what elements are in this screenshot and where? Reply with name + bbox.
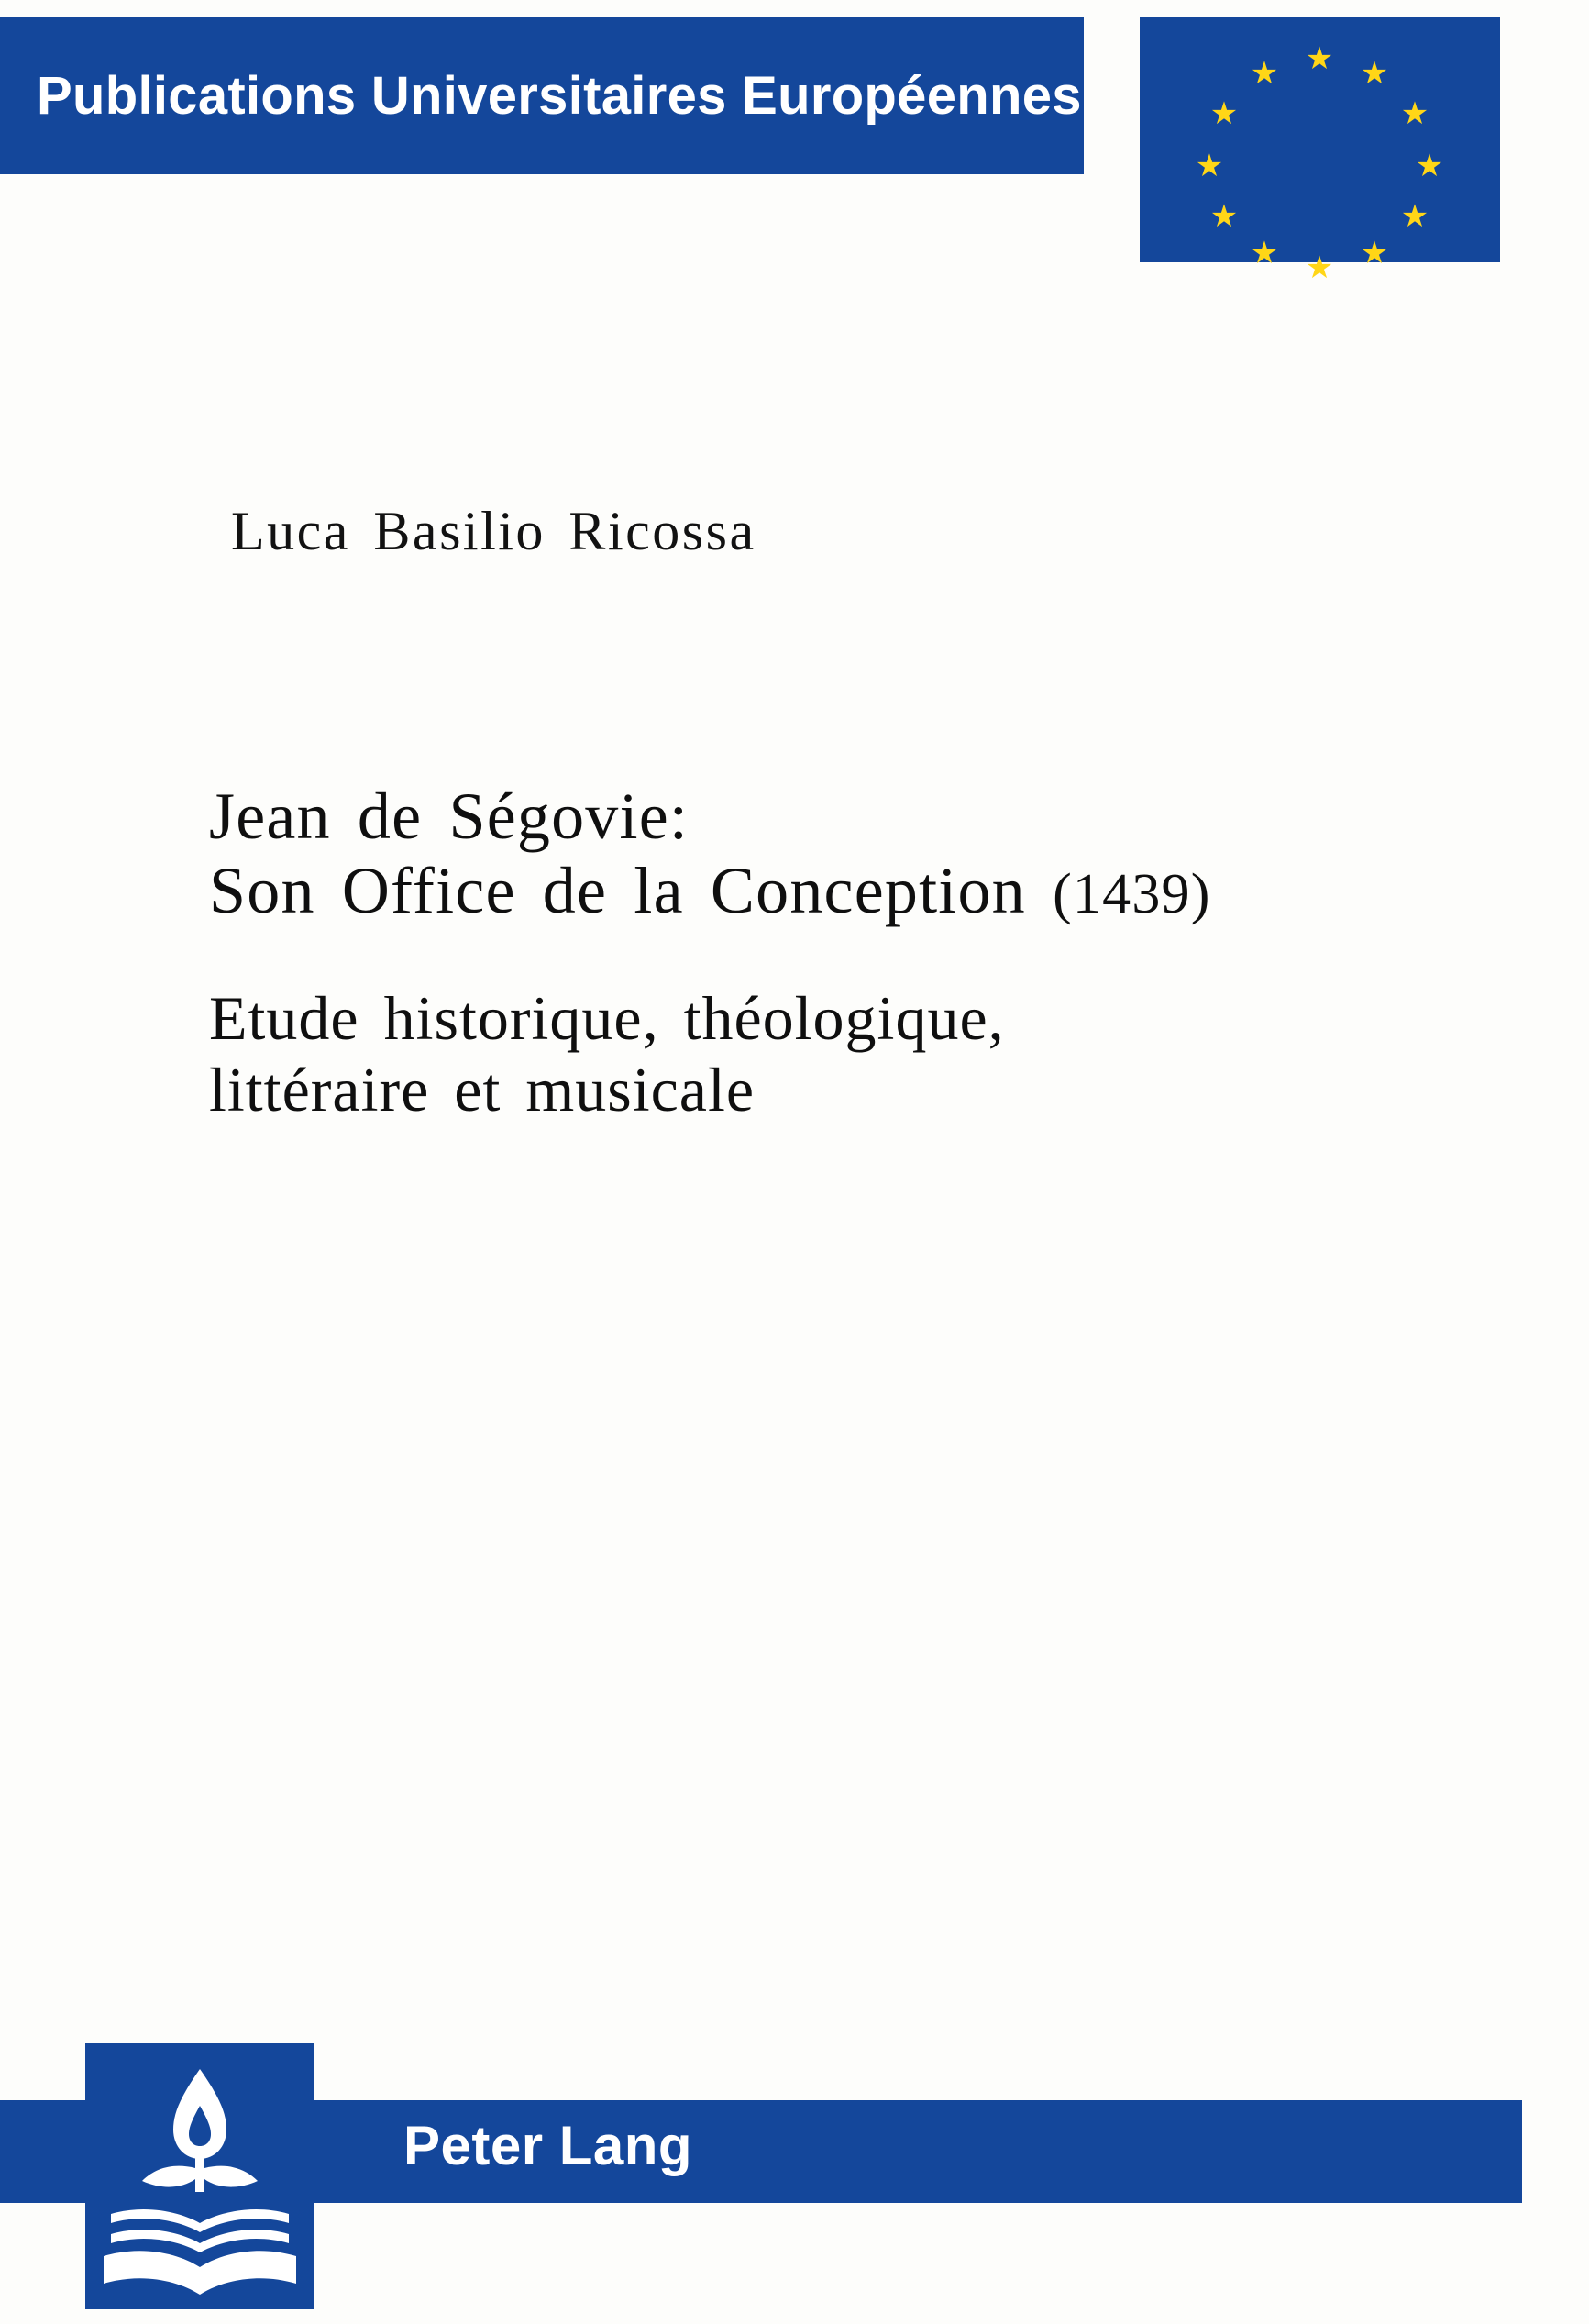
star-icon: ★ <box>1209 199 1239 234</box>
star-icon: ★ <box>1360 56 1389 91</box>
title-line-1: Jean de Ségovie: <box>209 780 690 853</box>
star-icon: ★ <box>1400 96 1429 131</box>
subtitle-line-2: littéraire et musicale <box>209 1055 756 1125</box>
star-icon: ★ <box>1415 149 1444 183</box>
series-title: Publications Universitaires Européennes <box>37 65 1082 126</box>
author-name: Luca Basilio Ricossa <box>231 501 756 561</box>
star-icon: ★ <box>1305 250 1334 285</box>
book-title <box>209 780 1401 927</box>
star-icon: ★ <box>1400 199 1429 234</box>
title-block <box>209 780 1401 1126</box>
star-icon: ★ <box>1195 149 1224 183</box>
eu-flag-icon <box>1140 17 1500 285</box>
star-icon: ★ <box>1250 236 1279 271</box>
publisher-name: Peter Lang <box>403 2115 693 2176</box>
star-icon: ★ <box>1305 41 1334 76</box>
publisher-logo <box>85 2043 314 2309</box>
title-line-2-wrapper <box>209 854 1401 928</box>
eu-stars-group <box>1140 17 1500 285</box>
book-subtitle <box>209 982 1401 1125</box>
title-year: (1439) <box>1053 862 1211 925</box>
star-icon: ★ <box>1250 56 1279 91</box>
subtitle-line-1: Etude historique, théologique, <box>209 983 1005 1054</box>
series-banner <box>0 17 1084 174</box>
star-icon: ★ <box>1360 236 1389 271</box>
peter-lang-book-flame-logo-icon <box>85 2043 314 2309</box>
title-line-2: Son Office de la Conception <box>209 853 1026 927</box>
star-icon: ★ <box>1209 96 1239 131</box>
